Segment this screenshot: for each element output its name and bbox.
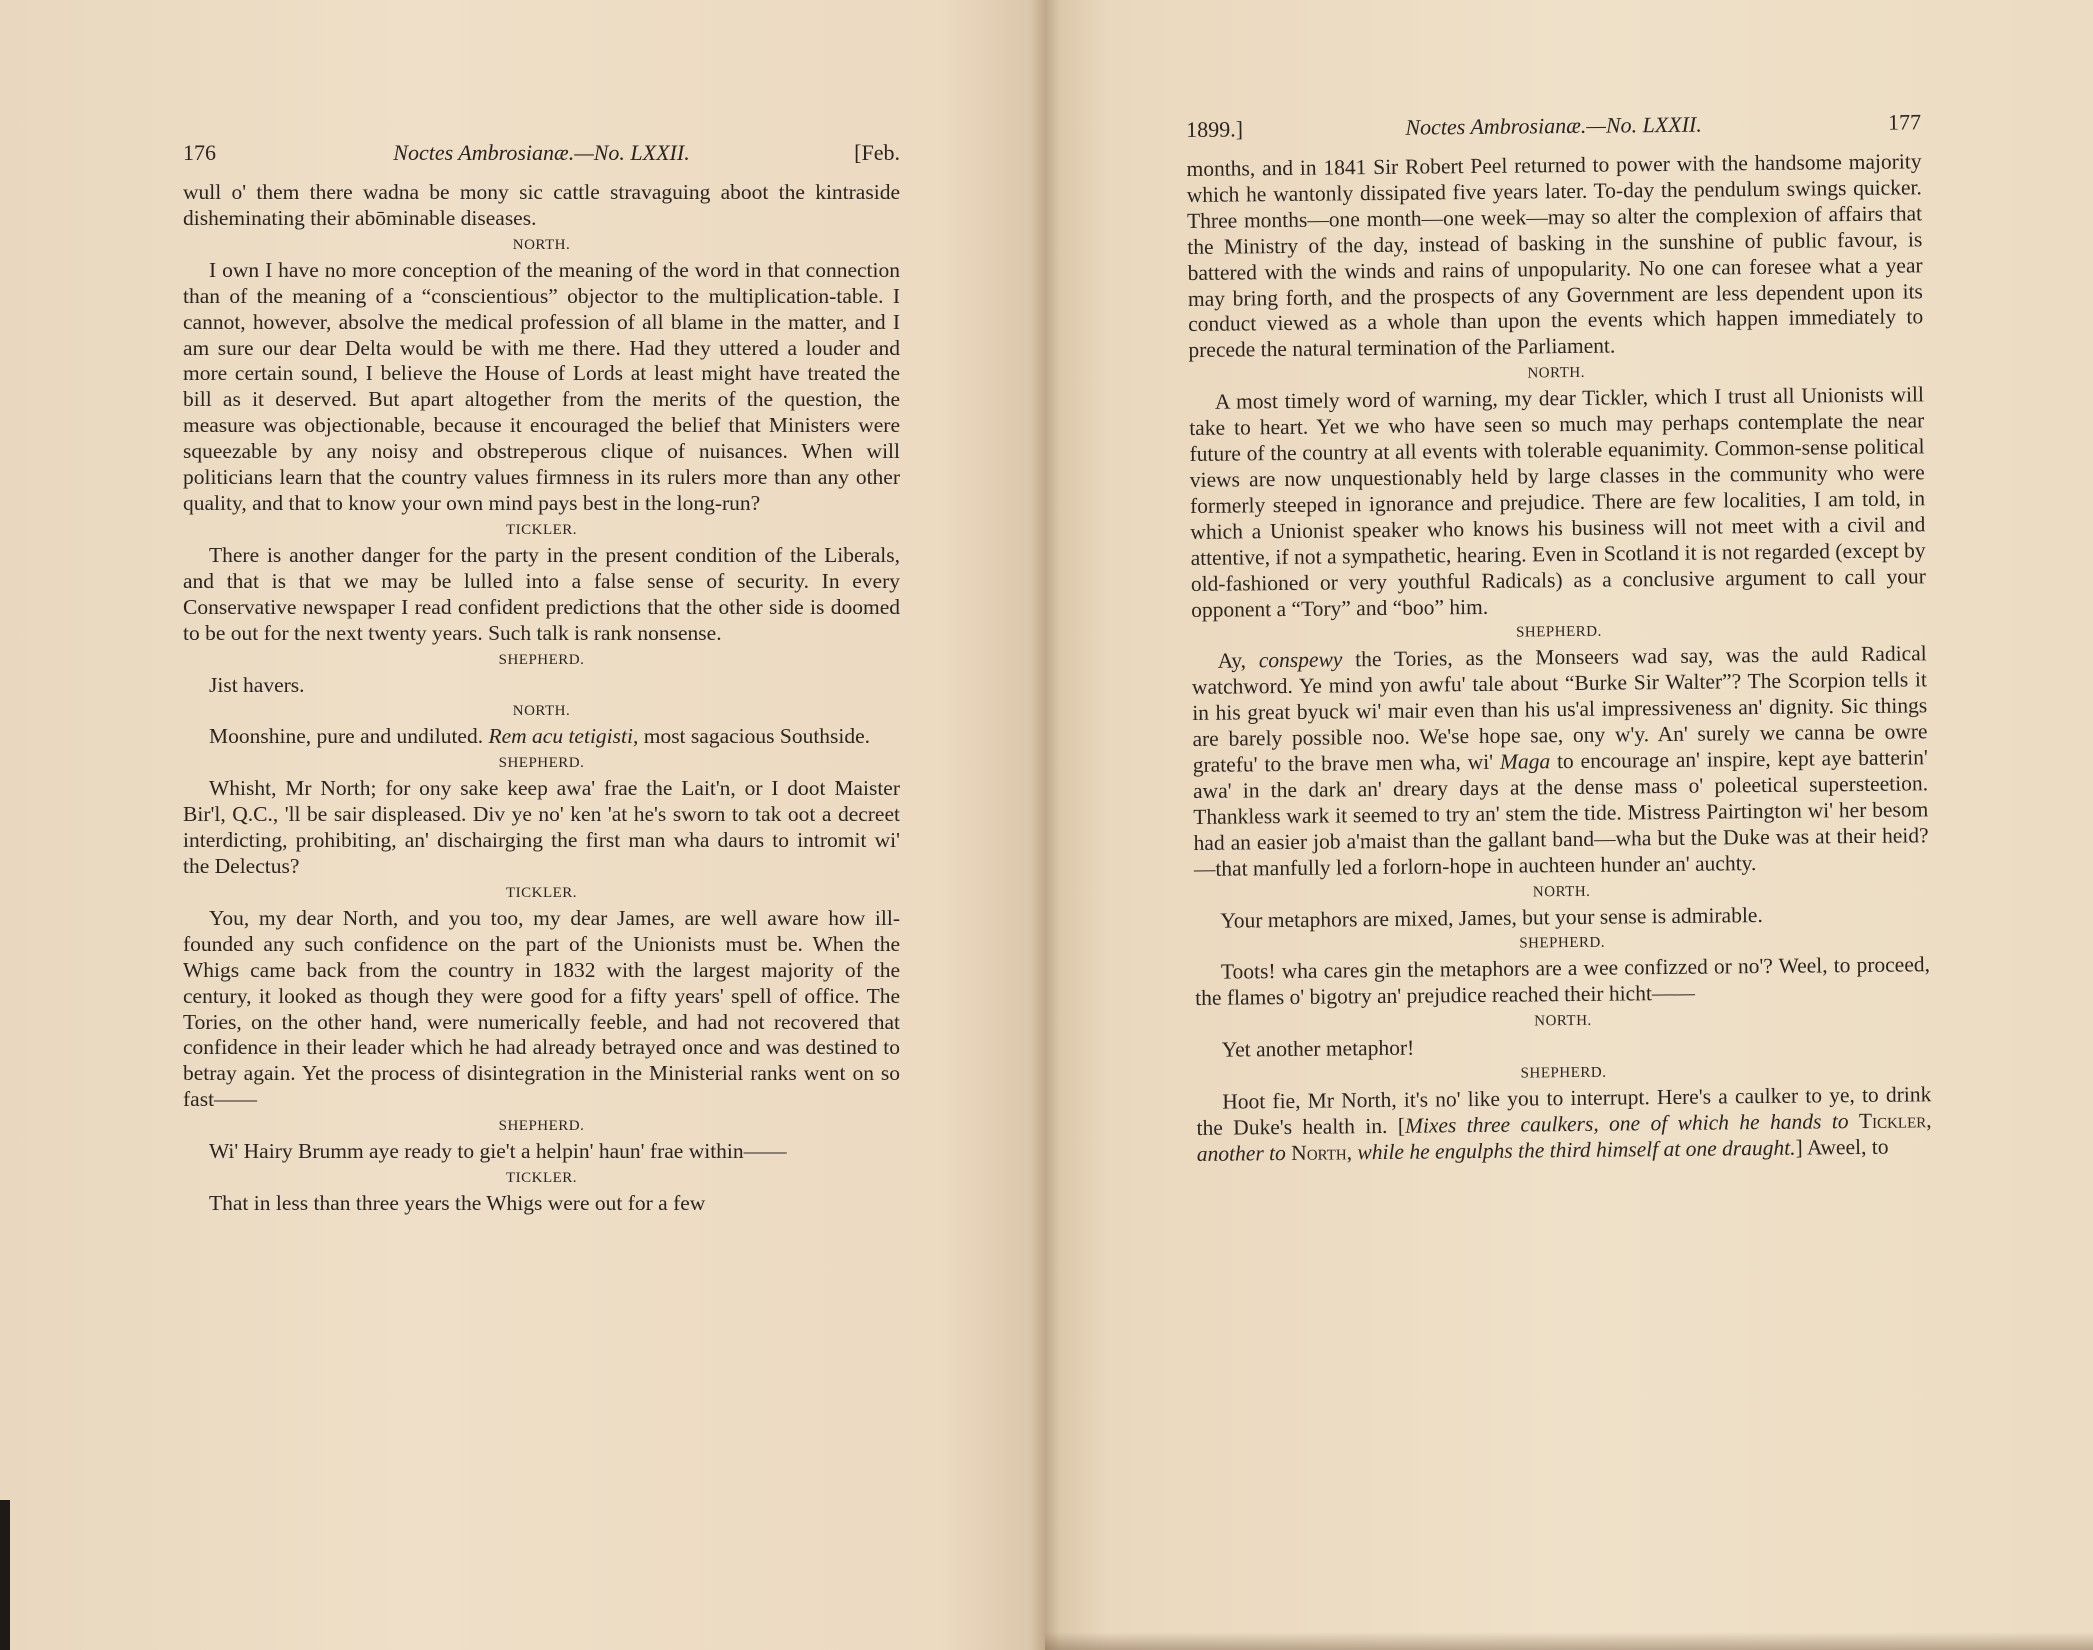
- italic-text: Maga: [1499, 749, 1551, 774]
- dialogue-paragraph: months, and in 1841 Sir Robert Peel returned to power with the handsome majority which he wantonly dissipated five years later. To-day the pendulum swings quicker. Three months—one month—one week—may so alter the complexion of affairs that the Ministry of the day, instead of basking in the sunshine of public favour, is battered with the winds and rains of unpopularity. No one can foresee what a year may bring forth, and the prospects of any Government are less dependent upon its conduct viewed as a whole than upon the events which happen immediately to precede the natural termination of the Parliament.: [1186, 149, 1924, 363]
- speaker-name: NORTH.: [1532, 883, 1591, 900]
- dialogue-paragraph: wull o' them there wadna be mony sic cattle stravaguing aboot the kintraside disheminating their abōminable diseases.: [183, 180, 900, 230]
- dialogue-paragraph: [183, 724, 900, 750]
- left-page: [0, 0, 1045, 1650]
- dialogue-paragraph: A most timely word of warning, my dear Tickler, which I trust all Unionists will take to heart. Yet we who have seen so much may perhaps contemplate the near future of the country at all events with tolerable equanimity. Common-sense political views are now unquestionably held by large classes in the community who were formerly steeped in ignorance and prejudice. There are few localities, I am told, in which a Unionist speaker who knows his business will not meet with a civil and attentive, if not a sympathetic, hearing. Even in Scotland it is not regarded (except by old-fashioned or very youthful Radicals) as a conclusive argument to call your opponent a “Tory” and “boo” him.: [1189, 382, 1926, 622]
- page-edge-shadow: [0, 1500, 10, 1650]
- dialogue-paragraph: There is another danger for the party in the present condition of the Liberals, and that is that we may be lulled into a false sense of security. In every Conservative newspaper I read confident predictions that the other side is doomed to be out for the next twenty years. Such talk is rank nonsense.: [183, 542, 900, 645]
- dialogue-paragraph: Wi' Hairy Brumm aye ready to gie't a helpin' haun' frae within——: [209, 1139, 787, 1164]
- speaker-name: TICKLER.: [505, 1170, 578, 1187]
- text-span: Hoot fie, Mr North, it's no' like you to interrupt. Here's a caulker to ye, to drink the Duke's health in. [: [1196, 1082, 1932, 1141]
- dialogue-paragraph: Your metaphors are mixed, James, but your sense is admirable.: [1220, 902, 1763, 933]
- speaker-name: TICKLER.: [505, 884, 578, 901]
- running-title: Noctes Ambrosianæ.—No. LXXII.: [1405, 111, 1702, 140]
- speaker-name: TICKLER.: [505, 521, 578, 538]
- speaker-name: NORTH.: [1534, 1013, 1592, 1030]
- right-page-header: [1186, 109, 1921, 153]
- speaker-name: SHEPHERD.: [498, 651, 585, 668]
- page-number: 177: [1887, 109, 1922, 135]
- date-mark: 1899.]: [1186, 116, 1244, 142]
- dialogue-paragraph: [1196, 1082, 1932, 1167]
- dialogue-paragraph: Whisht, Mr North; for ony sake keep awa' frae the Lait'n, or I doot Maister Bir'l, Q.C., 'll be sair displeased. Div ye no' ken 'at he's sworn to tak oot a decreet interdicting, prohibiting, an' dischairging the first man wha daurs to intromit wi' the Delectus?: [183, 776, 900, 879]
- right-page: [1045, 0, 2093, 1650]
- speaker-name: SHEPHERD.: [1520, 1064, 1607, 1082]
- speaker-name: NORTH.: [512, 236, 571, 253]
- small-caps-name: North,: [1291, 1140, 1353, 1165]
- speaker-name: NORTH.: [512, 703, 571, 720]
- italic-text: Mixes three caulkers, one of which he hands to: [1404, 1109, 1860, 1138]
- dialogue-paragraph: You, my dear North, and you too, my dear James, are well aware how ill-founded any such confidence on the part of the Unionists must be. When the Whigs came back from the country in 1832 with the largest majority of the century, it looked as though they were good for a fifty years' spell of office. The Tories, on the other hand, were numerically feeble, and had not recovered that confidence in their leader which he had already betrayed once and was destined to betray again. Yet the process of disintegration in the Ministerial ranks went on so fast——: [183, 905, 900, 1112]
- text-span: ] Aweel, to: [1795, 1134, 1889, 1160]
- speaker-name: SHEPHERD.: [498, 755, 585, 772]
- running-title: Noctes Ambrosianæ.—No. LXXII.: [393, 140, 690, 165]
- speaker-name: NORTH.: [1527, 365, 1586, 382]
- dialogue-paragraph: Toots! wha cares gin the metaphors are a wee confizzed or no'? Weel, to proceed, the flames o' bigotry an' prejudice reached their hicht——: [1195, 952, 1931, 1011]
- text-span: the Tories, as the Monseers wad say, was the auld Radical watchword. Ye mind yon awfu' tale about “Burke Sir Walter”? The Scorpion tells it in his great byuck wi' mair even than his us'al impressiveness an' dignity. Sic things are barely possible noo. We'se hope sae, ony w'y. An' surely we canna be owre gratefu' to the brave men wha, wi': [1191, 641, 1928, 777]
- dialogue-paragraph: [1192, 642, 1929, 883]
- dialogue-paragraph: Jist havers.: [209, 672, 305, 697]
- text-span: most sagacious Southside.: [638, 724, 871, 749]
- text-span: Ay,: [1217, 648, 1259, 674]
- small-caps-name: Tickler,: [1858, 1108, 1932, 1134]
- italic-text: while he engulphs the third himself at one draught.: [1351, 1135, 1796, 1165]
- text-span: Moonshine, pure and undiluted.: [209, 724, 489, 749]
- left-page-header: [183, 140, 900, 176]
- dialogue-paragraph: That in less than three years the Whigs were out for a few: [209, 1191, 706, 1216]
- date-mark: [Feb.: [854, 140, 900, 165]
- text-span: to encourage an' inspire, kept aye batterin' awa' in the dark an' dreary days at the dense mass o' poleetical supersteetion. Thankless wark it seemed to try an' stem the tide. Mistress Pairtington wi' her besom had an easier job a'maist than the gallant band—wha but the Duke was at their heid?—that manfully led a forlorn-hope in auchteen hunder an' auchty.: [1192, 745, 1929, 881]
- italic-text: Rem acu tetigisti,: [488, 724, 639, 749]
- dialogue-paragraph: Yet another metaphor!: [1221, 1035, 1415, 1062]
- right-page-column: [1186, 109, 1932, 1168]
- book-gutter: [1030, 0, 1060, 1650]
- right-page-body: [1186, 149, 1932, 1168]
- left-page-body: [183, 180, 900, 1217]
- page-number: 176: [183, 140, 216, 165]
- italic-text: another to: [1196, 1140, 1292, 1166]
- left-page-column: [183, 140, 900, 1217]
- speaker-name: SHEPHERD.: [498, 1118, 585, 1135]
- dialogue-paragraph: I own I have no more conception of the meaning of the word in that connection than of the meaning of a “conscientious” objector to the multiplication-table. I cannot, however, absolve the medical profession of all blame in the matter, and I am sure our dear Delta would be with me there. Had they uttered a louder and more certain sound, I believe the House of Lords at least might have treated the bill as it deserved. But apart altogether from the merits of the question, the measure was objectionable, because it encouraged the belief that Ministers were squeezable by any noisy and obstreperous clique of nuisances. When will politicians learn that the country values firmness in its rulers more than any other quality, and that to know your own mind pays best in the long-run?: [183, 257, 900, 515]
- page-bottom-shadow: [1045, 1632, 2093, 1650]
- italic-text: conspewy: [1258, 647, 1343, 673]
- speaker-name: SHEPHERD.: [1519, 935, 1606, 953]
- speaker-name: SHEPHERD.: [1515, 624, 1602, 641]
